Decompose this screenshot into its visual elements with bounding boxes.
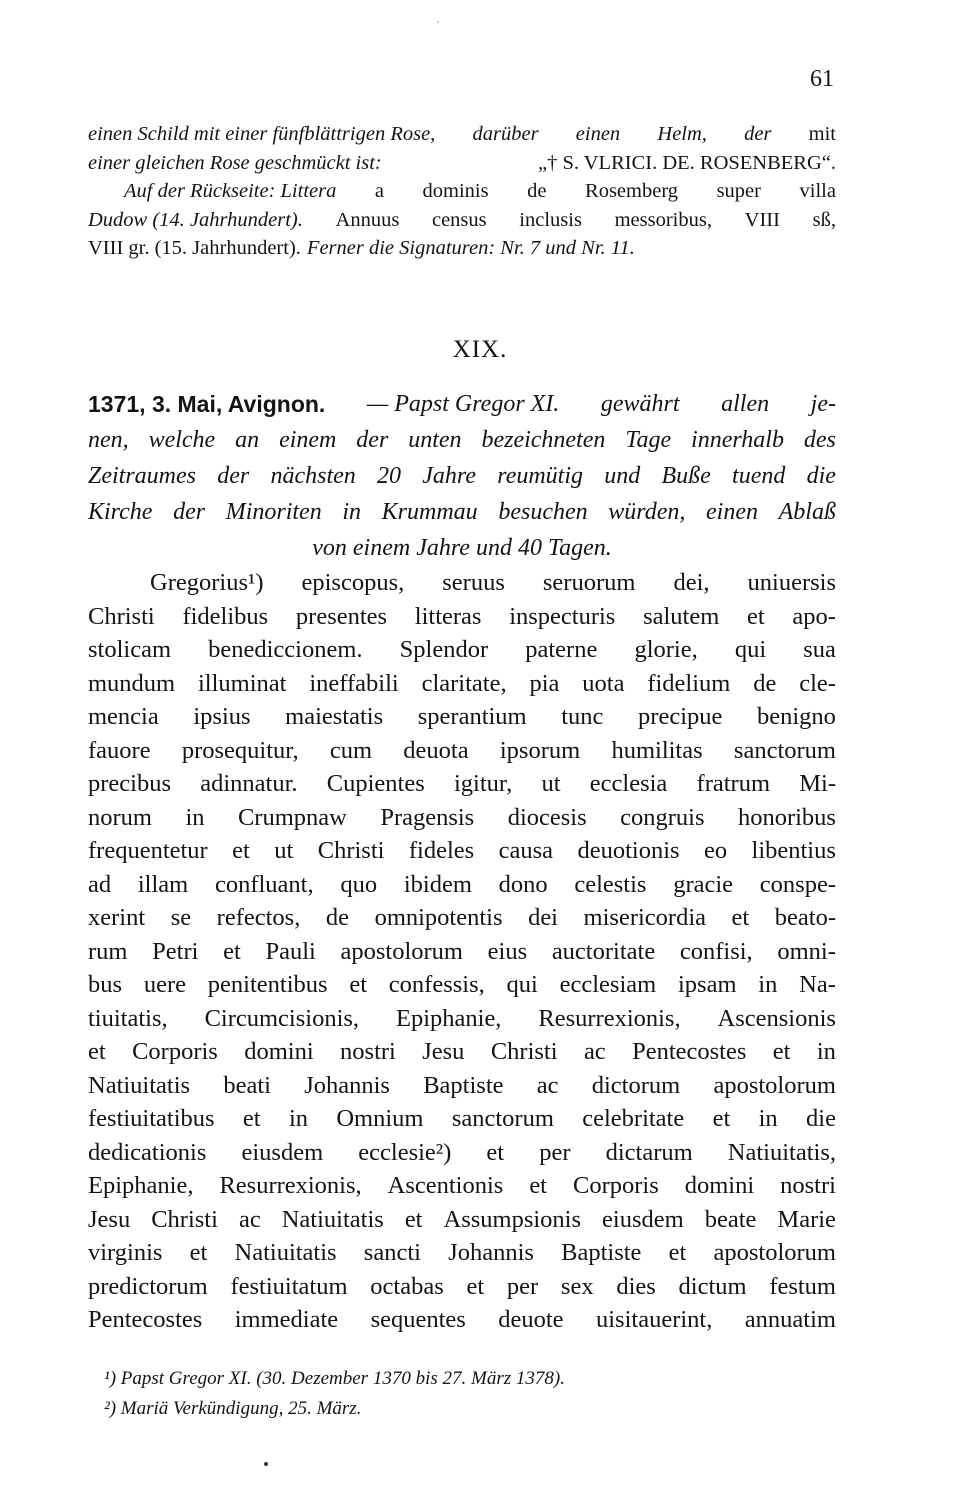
word: festiuitatibus: [88, 1105, 215, 1132]
word: refectos,: [216, 904, 301, 931]
word: conspe-: [759, 870, 836, 898]
word: Omnium: [336, 1105, 424, 1132]
word: der: [217, 463, 250, 489]
word: domini: [244, 1038, 314, 1065]
word: unten: [408, 427, 462, 453]
word: Tage: [625, 427, 672, 453]
word: Gregorius¹): [150, 569, 264, 596]
word: ipsam: [677, 971, 737, 998]
word: Cupientes: [326, 770, 425, 797]
word: Jahre: [422, 463, 477, 489]
word: tuend: [732, 463, 786, 489]
word: norum: [88, 803, 152, 831]
body-line: [88, 868, 836, 902]
word: Jesu: [88, 1205, 131, 1233]
word: per: [506, 1272, 539, 1300]
word: Dudow (14. Jahrhundert).: [88, 208, 303, 231]
word: Annuus: [335, 208, 400, 231]
word: fidelium: [647, 669, 731, 697]
word: uere: [143, 971, 186, 998]
word: Epiphanie,: [395, 1004, 502, 1032]
word: eiusdem: [241, 1138, 324, 1166]
word: allen: [721, 391, 770, 417]
word: penitentibus: [207, 971, 328, 998]
word: apo-: [792, 602, 836, 630]
word: et: [668, 1239, 687, 1266]
word: litteras: [414, 602, 482, 630]
word: an: [235, 427, 260, 453]
intro-line: [88, 234, 836, 263]
word: Marie: [777, 1205, 836, 1233]
word: innerhalb: [691, 427, 784, 453]
intro-line: [88, 120, 836, 149]
regest-line: [88, 386, 836, 422]
word: illam: [137, 870, 189, 898]
word: sanctorum: [733, 736, 836, 764]
body-line: [88, 801, 836, 835]
word: beato-: [774, 904, 836, 931]
word: 20: [377, 463, 402, 489]
word: und: [604, 463, 641, 489]
word: dominis: [422, 180, 489, 202]
intro-line: [88, 149, 836, 178]
word: einen Schild mit einer fünfblättrigen Rose,: [88, 123, 436, 145]
footnote: ¹) Papst Gregor XI. (30. Dezember 1370 bis 27. März 1378).: [104, 1368, 565, 1389]
word: stolicam: [88, 636, 172, 663]
word: pia: [529, 669, 560, 697]
regest-line: [88, 458, 836, 494]
footnotes: [104, 1364, 844, 1424]
word: benediccionem.: [208, 636, 363, 663]
word: de: [325, 904, 350, 931]
word: Rosemberg: [585, 180, 679, 202]
word: inclusis: [519, 208, 582, 231]
word: in: [758, 1105, 778, 1132]
word: ecclesia: [589, 770, 668, 797]
word: reumütig: [497, 463, 584, 489]
body-line: [88, 834, 836, 868]
word: super: [716, 180, 761, 202]
word: mit: [808, 123, 836, 145]
word: Johannis: [448, 1239, 534, 1266]
word: bus: [88, 971, 123, 998]
word: xerint: [88, 904, 146, 931]
word: diocesis: [507, 803, 587, 831]
word: die: [806, 1105, 836, 1132]
word: Mi-: [799, 770, 836, 797]
word: ut: [541, 770, 561, 797]
word: Krummau: [381, 499, 478, 525]
word: quo: [340, 870, 378, 898]
word: dei,: [673, 569, 710, 596]
word: Corporis: [572, 1172, 659, 1199]
word: uisitauerint,: [595, 1306, 713, 1333]
word: maiestatis: [285, 703, 384, 730]
word: sancti: [363, 1239, 421, 1266]
word: einen: [575, 123, 621, 145]
word: claritate,: [421, 669, 507, 697]
word: nostri: [780, 1172, 836, 1199]
word: Ascensionis: [717, 1004, 836, 1032]
word: honoribus: [737, 803, 836, 831]
word: Christi: [317, 837, 385, 864]
word: precibus: [88, 770, 171, 797]
word: ecclesie²): [358, 1138, 452, 1166]
word: festum: [769, 1272, 836, 1300]
word: cum: [329, 736, 373, 764]
body-line: [88, 1203, 836, 1237]
word: et: [747, 602, 765, 630]
word: Kirche: [88, 499, 153, 525]
word: de: [527, 180, 547, 202]
word: cle-: [799, 669, 836, 697]
word: beati: [223, 1071, 271, 1099]
word: mundum: [88, 669, 176, 697]
word: eius: [487, 937, 528, 965]
intro-paragraph: [88, 120, 836, 263]
word: domini: [684, 1172, 755, 1199]
word: eiusdem: [602, 1205, 684, 1233]
word: in: [758, 971, 778, 998]
word: et: [189, 1239, 208, 1266]
word: celestis: [574, 870, 647, 898]
word: frequentetur: [88, 837, 208, 864]
word: fauore: [88, 736, 151, 764]
intro-line: [88, 206, 836, 235]
word: rum: [88, 937, 128, 965]
word: Circumcisionis,: [204, 1004, 360, 1032]
word: igitur,: [454, 770, 513, 797]
word: Resurrexionis,: [219, 1172, 362, 1199]
word: einem: [279, 427, 337, 453]
body-line: [88, 566, 836, 600]
word: einen: [706, 499, 758, 525]
body-line: [88, 1270, 836, 1304]
word: octabas: [370, 1272, 444, 1300]
word: seruorum: [542, 569, 636, 596]
word: humilitas: [611, 736, 703, 764]
word: qui: [734, 636, 767, 663]
word: et: [466, 1272, 485, 1300]
word: einer gleichen Rose geschmückt ist:: [88, 151, 382, 174]
word: fidelibus: [182, 602, 269, 630]
word: villa: [799, 180, 836, 202]
word: apostolorum: [340, 937, 463, 965]
body-line: [88, 734, 836, 768]
word: festiuitatum: [230, 1272, 348, 1300]
word: nostri: [340, 1038, 396, 1065]
word: des: [803, 427, 836, 453]
word: Pragensis: [380, 803, 475, 831]
word: Christi: [490, 1038, 558, 1065]
word: confisi,: [679, 937, 753, 965]
word: virginis: [88, 1239, 163, 1266]
word: tunc: [561, 703, 604, 730]
word: nächsten: [270, 463, 356, 489]
word: deuote: [498, 1306, 564, 1333]
word: Pentecostes: [632, 1038, 747, 1065]
body-line: [88, 633, 836, 667]
word: „† S. VLRICI. DE. ROSENBERG“.: [537, 151, 836, 174]
word: episcopus,: [301, 569, 405, 596]
word: ac: [583, 1038, 606, 1065]
body-line: [88, 901, 836, 935]
word: Auf der Rückseite: Littera: [124, 180, 337, 202]
word: ipsorum: [499, 736, 581, 764]
word: qui: [506, 971, 538, 998]
word: messoribus,: [614, 208, 712, 231]
word: confessis,: [388, 971, 485, 998]
word: Natiuitatis: [281, 1205, 384, 1233]
body-line: [88, 1102, 836, 1136]
word: se: [170, 904, 192, 931]
word: Johannis: [304, 1071, 390, 1099]
body-line: [88, 600, 836, 634]
word: ineffabili: [309, 669, 399, 697]
footnote: ²) Mariä Verkündigung, 25. März.: [104, 1398, 362, 1419]
word: VIII gr. (15. Jahrhundert).: [88, 237, 301, 259]
word: et: [232, 837, 250, 864]
word: ecclesiam: [559, 971, 657, 998]
word: precipue: [638, 703, 723, 730]
word: ad: [88, 870, 112, 898]
body-line: [88, 935, 836, 969]
word: et: [486, 1138, 505, 1166]
word: Splendor: [399, 636, 489, 663]
page-number: 61: [810, 66, 834, 92]
word: Natiuitatis: [234, 1239, 337, 1266]
word: et: [731, 904, 750, 931]
word: misericordia: [583, 904, 706, 931]
word: in: [288, 1105, 309, 1132]
word: eo: [703, 837, 728, 864]
word: uota: [582, 669, 625, 697]
body-line: [88, 968, 836, 1002]
body-line: [88, 1236, 836, 1270]
word: Petri: [152, 937, 199, 965]
word: dictorum: [591, 1071, 681, 1099]
word: Resurrexionis,: [538, 1004, 681, 1032]
word: Buße: [661, 463, 711, 489]
word: ibidem: [403, 870, 472, 898]
page-dot: [264, 1462, 268, 1466]
word: Crumpnaw: [237, 803, 347, 831]
word: ac: [536, 1071, 559, 1099]
word: mencia: [88, 703, 159, 730]
charter-text: [88, 566, 836, 1337]
body-line: [88, 700, 836, 734]
word: dono: [498, 870, 548, 898]
word: VIII: [744, 208, 780, 231]
word: in: [816, 1038, 836, 1065]
regest-line: [88, 494, 836, 530]
word: Zeitraumes: [88, 463, 196, 489]
word: et: [772, 1038, 791, 1065]
word: dei: [528, 904, 558, 931]
word: deuota: [403, 736, 469, 764]
word: bezeichneten: [481, 427, 606, 453]
word: deuotionis: [577, 837, 680, 864]
word: de: [753, 669, 777, 697]
word: der: [744, 123, 772, 145]
word: per: [539, 1138, 571, 1166]
word: ipsius: [193, 703, 251, 730]
word: ac: [238, 1205, 261, 1233]
word: illuminat: [198, 669, 287, 697]
word: inspecturis: [509, 602, 616, 630]
word: nen,: [88, 427, 129, 453]
word: Assumpsionis: [443, 1205, 582, 1233]
word: omnipotentis: [374, 904, 503, 931]
word: Baptiste: [561, 1239, 642, 1266]
scan-mark: ˙: [436, 18, 440, 32]
word: glorie,: [634, 636, 698, 663]
word: Ablaß: [778, 499, 836, 525]
body-line: [88, 767, 836, 801]
word: dies: [616, 1272, 656, 1300]
word: predictorum: [88, 1272, 208, 1300]
word: annuatim: [744, 1306, 836, 1333]
body-line: [88, 1169, 836, 1203]
word: in: [185, 803, 205, 831]
word: et: [404, 1205, 423, 1233]
word: et: [242, 1105, 261, 1132]
intro-line: [88, 177, 836, 206]
word: würden,: [608, 499, 686, 525]
word: ut: [274, 837, 294, 864]
word: sanctorum: [451, 1105, 554, 1132]
word: Natiuitatis,: [727, 1138, 836, 1166]
word: celebritate: [582, 1105, 685, 1132]
word: adinnatur.: [200, 770, 298, 797]
word: der: [173, 499, 206, 525]
word: immediate: [234, 1306, 339, 1333]
regest-summary: [88, 386, 836, 566]
word: Epiphanie,: [88, 1172, 194, 1199]
body-line: [88, 1136, 836, 1170]
regest-line: [88, 530, 836, 566]
word: presentes: [295, 602, 388, 630]
word: sperantium: [417, 703, 527, 730]
word: congruis: [620, 803, 705, 831]
body-line: [88, 667, 836, 701]
word: Christi: [88, 602, 155, 630]
word: et: [529, 1172, 547, 1199]
word: paterne: [525, 636, 598, 663]
word: in: [342, 499, 362, 525]
word: darüber: [472, 123, 539, 145]
word: die: [806, 463, 836, 489]
word: causa: [498, 837, 554, 864]
word: sua: [803, 636, 836, 663]
word: sex: [560, 1272, 594, 1300]
word: et: [88, 1038, 106, 1065]
word: beate: [704, 1205, 757, 1233]
word: welche: [148, 427, 216, 453]
regest-date: 1371, 3. Mai, Avignon.: [88, 391, 326, 417]
word: dictarum: [605, 1138, 693, 1166]
word: et: [712, 1105, 731, 1132]
word: Corporis: [132, 1038, 218, 1065]
section-heading: XIX.: [452, 336, 508, 363]
word: Ferner die Signaturen: Nr. 7 und Nr. 11.: [306, 237, 635, 259]
word: Na-: [799, 971, 836, 998]
word: seruus: [442, 569, 505, 596]
body-line: [88, 1069, 836, 1103]
word: salutem: [643, 602, 720, 630]
word: apostolorum: [713, 1071, 836, 1099]
word: a: [374, 180, 384, 202]
word: Baptiste: [423, 1071, 504, 1099]
word: libentius: [751, 837, 836, 864]
word: confluant,: [214, 870, 314, 898]
word: apostolorum: [713, 1239, 836, 1266]
word: dedicationis: [88, 1138, 207, 1166]
word: Minoriten: [225, 499, 322, 525]
word: — Papst Gregor XI.: [366, 391, 560, 417]
word: dictum: [678, 1272, 747, 1300]
regest-line: [88, 422, 836, 458]
word: benigno: [756, 703, 836, 730]
word: Natiuitatis: [88, 1071, 191, 1099]
word: Christi: [151, 1205, 218, 1233]
word: Ascentionis: [387, 1172, 504, 1199]
word: uniuersis: [747, 569, 836, 596]
word: prosequitur,: [181, 736, 299, 764]
body-line: [88, 1035, 836, 1069]
word: et: [349, 971, 368, 998]
word: Pauli: [265, 937, 316, 965]
word: besuchen: [498, 499, 588, 525]
word: et: [223, 937, 241, 965]
word: Helm,: [657, 123, 707, 145]
word: von einem Jahre und 40 Tagen.: [312, 535, 612, 561]
word: gracie: [673, 870, 734, 898]
word: Pentecostes: [88, 1306, 203, 1333]
word: auctoritate: [551, 937, 656, 965]
word: je-: [810, 391, 836, 417]
word: fratrum: [696, 770, 770, 797]
word: Jesu: [422, 1038, 465, 1065]
word: sß,: [812, 208, 836, 231]
word: omni-: [777, 937, 836, 965]
word: fideles: [408, 837, 475, 864]
body-line: [88, 1002, 836, 1036]
word: gewährt: [600, 391, 680, 417]
word: census: [431, 208, 487, 231]
word: der: [356, 427, 389, 453]
word: sequentes: [370, 1306, 466, 1333]
body-line: [88, 1303, 836, 1337]
word: tiuitatis,: [88, 1004, 168, 1032]
